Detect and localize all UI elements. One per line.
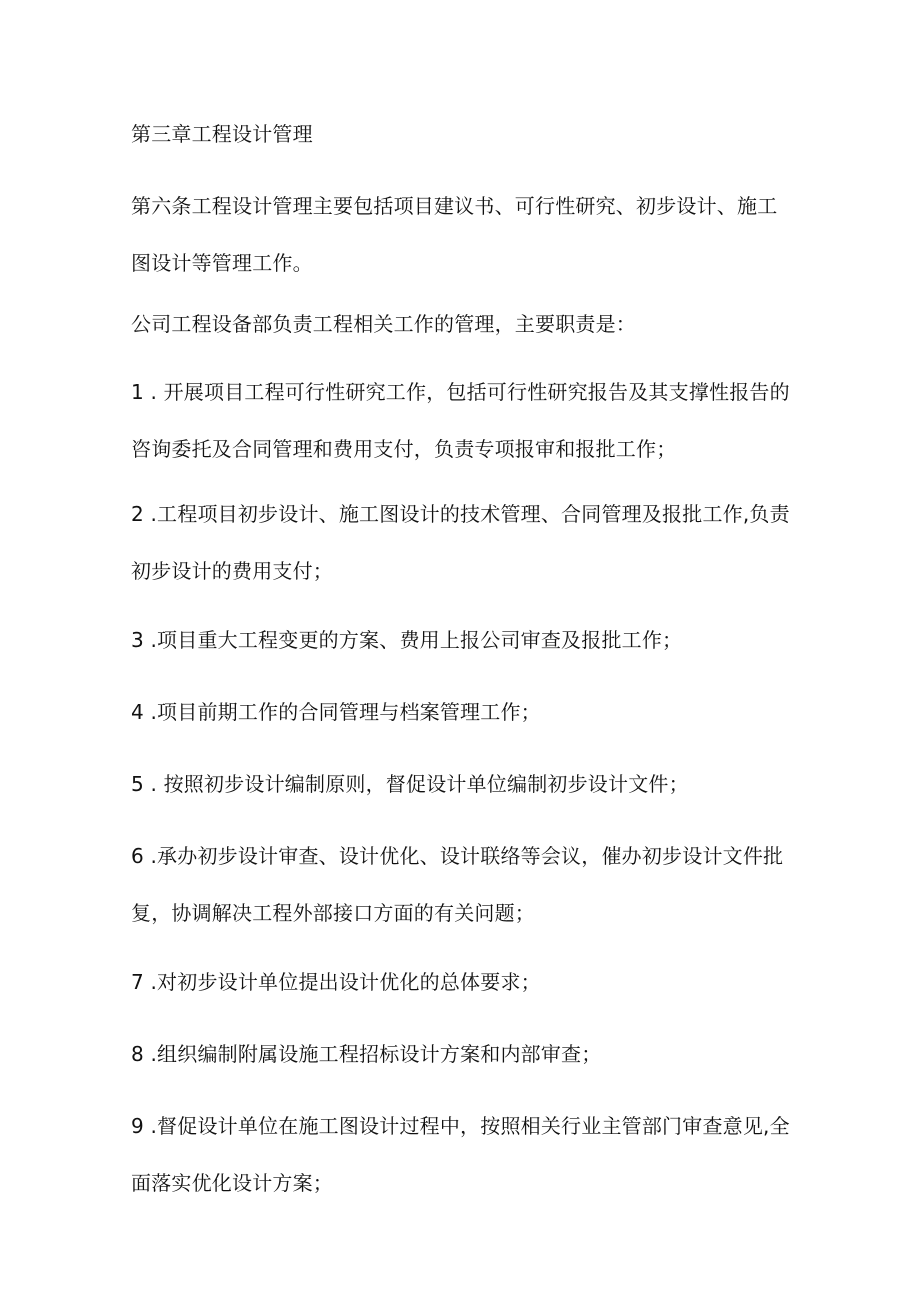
list-item: 3 .项目重大工程变更的方案、费用上报公司审查及报批工作； bbox=[131, 628, 683, 652]
list-item: 2 .工程项目初步设计、施工图设计的技术管理、合同管理及报批工作,负责初步设计的费用支付； bbox=[131, 502, 790, 583]
list-item: 7 .对初步设计单位提出设计优化的总体要求； bbox=[131, 970, 541, 994]
intro-paragraph: 公司工程设备部负责工程相关工作的管理，主要职责是： bbox=[131, 312, 636, 336]
list-item: 6 .承办初步设计审查、设计优化、设计联络等会议，催办初步设计文件批复，协调解决工程外部接口方面的有关问题； bbox=[131, 844, 784, 925]
list-item: 5 . 按照初步设计编制原则，督促设计单位编制初步设计文件； bbox=[131, 772, 689, 796]
list-item: 9 .督促设计单位在施工图设计过程中，按照相关行业主管部门审查意见,全面落实优化设计方案； bbox=[131, 1114, 790, 1195]
list-item: 1 . 开展项目工程可行性研究工作，包括可行性研究报告及其支撑性报告的咨询委托及合同管理和费用支付，负责专项报审和报批工作； bbox=[131, 380, 790, 461]
article-paragraph: 第六条工程设计管理主要包括项目建议书、可行性研究、初步设计、施工图设计等管理工作。 bbox=[131, 194, 778, 275]
list-item: 8 .组织编制附属设施工程招标设计方案和内部审查； bbox=[131, 1042, 602, 1066]
chapter-title: 第三章工程设计管理 bbox=[131, 122, 313, 146]
list-item: 4 .项目前期工作的合同管理与档案管理工作； bbox=[131, 700, 541, 724]
